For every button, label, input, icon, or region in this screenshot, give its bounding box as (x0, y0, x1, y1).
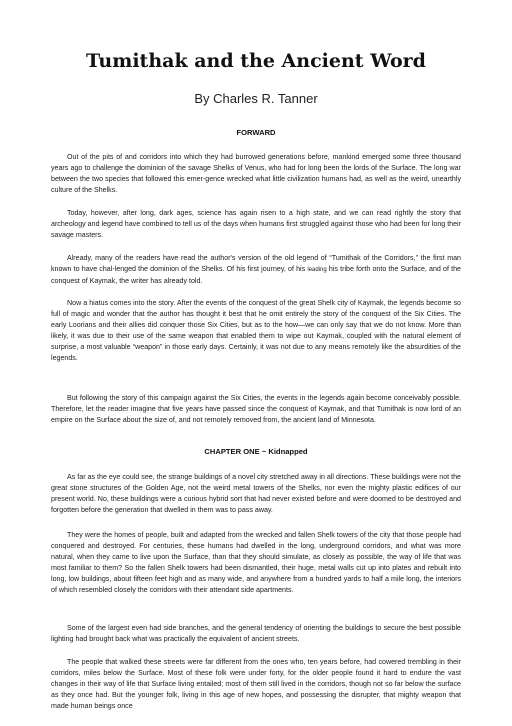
chapter-heading: CHAPTER ONE ~ Kidnapped (204, 447, 308, 456)
document-author: By Charles R. Tanner (194, 91, 318, 106)
document-title: Tumithak and the Ancient Word (86, 50, 426, 72)
forward-paragraph-1: Out of the pits of and corridors into which they had burrowed generations before, mankind emerged some three thousand years ago to challenge the dominion of the savage Shelks of Venus, who had for long been the lords of the Surface. The long war between the two species that followed this emer-gence wrecked what little civilization humans had, as well as the weird, unearthly culture of the Shelks. (51, 153, 461, 195)
forward-paragraph-5: But following the story of this campaign against the Six Cities, the events in the legends again become conceivably possible. Therefore, let the reader imagine that five years have passed since the conquest of Kaymak, and that Tumithak is now lord of an empire on the Surface about the size of, and not remotely removed from, the ancient land of Minnesota. (51, 394, 461, 425)
forward-paragraph-3-small-word: leading (307, 267, 327, 274)
forward-paragraph-3-text: Already, many of the readers have read the author's version of the old legend of “Tumithak of the Corridors,” the first man known to have chal-lenged the dominion of the Shelks. Of his first journey, of his (51, 254, 461, 274)
forward-paragraph-3 (51, 253, 461, 287)
forward-paragraph-2: Today, however, after long, dark ages, science has again risen to a high state, and we can read rightly the story that archeology and legend have combined to tell us of the days when humans first struggled against those who had been for long their savage masters. (51, 209, 461, 240)
chapter-paragraph-4: The people that walked these streets were far different from the ones who, ten years before, had cowered trembling in their corridors, miles below the Surface. Most of these folk were under forty, for the older people found it hard to endure the vast changes in their way of life that Surface living entailed; most of them still lived in the corridors, though not so far below the surface as they once had. But the younger folk, living in this age of new hopes, and possessing the disrupter, that mighty weapon that made human beings once (51, 658, 461, 711)
forward-paragraph-3-tail: his tribe forth onto the Surface, and of the conquest of Kaymak, the writer has already told. (51, 265, 461, 286)
chapter-paragraph-2: They were the homes of people, built and adapted from the wrecked and fallen Shelk towers of the city that those people had conquered and destroyed. For centuries, these humans had dwelled in the long, underground corridors, and what was more natural, when they came to live upon the Surface, than that they should simulate, as closely as possible, the way of life that was most familiar to them? So the fallen Shelk towers had been dismantled, their huge, metal walls cut up into plates and rebuilt into long, low buildings, about fifteen feet high and as many wide, and anywhere from a hundred yards to half a mile long, the interiors of which resembled closely the corridors with their attendant side apartments. (51, 531, 461, 595)
chapter-paragraph-1: As far as the eye could see, the strange buildings of a novel city stretched away in all directions. These buildings were not the great stone structures of the Golden Age, not the weird metal towers of the Shelks, nor even the mighty plastic edifices of our present world. No, these buildings were a curious hybrid sort that had never existed before and were doomed to be destroyed and forgotten before the generation that dwelled in them was to pass away. (51, 473, 461, 515)
chapter-paragraph-3: Some of the largest even had side branches, and the general tendency of orienting the buildings to secure the best possible lighting had brought back what was practically the equivalent of ancient streets. (51, 624, 461, 644)
forward-heading: FORWARD (236, 128, 276, 137)
forward-paragraph-4: Now a hiatus comes into the story. After the events of the conquest of the great Shelk city of Kaymak, the legends become so full of magic and wonder that the author has thought it best that he omit entirely the story of the conquest of the Six Cities. The early Loorians and their allies did conquer those Six Cities, but as to the how—we can only say that we do not know. More than likely, it was due to their use of the same weapon that enabled them to wipe out Kaymak, coupled with the natural element of surprise, a most valuable “weapon” in those early days. Certainly, it was not due to any means remotely like the absurdities of the legends. (51, 299, 461, 363)
